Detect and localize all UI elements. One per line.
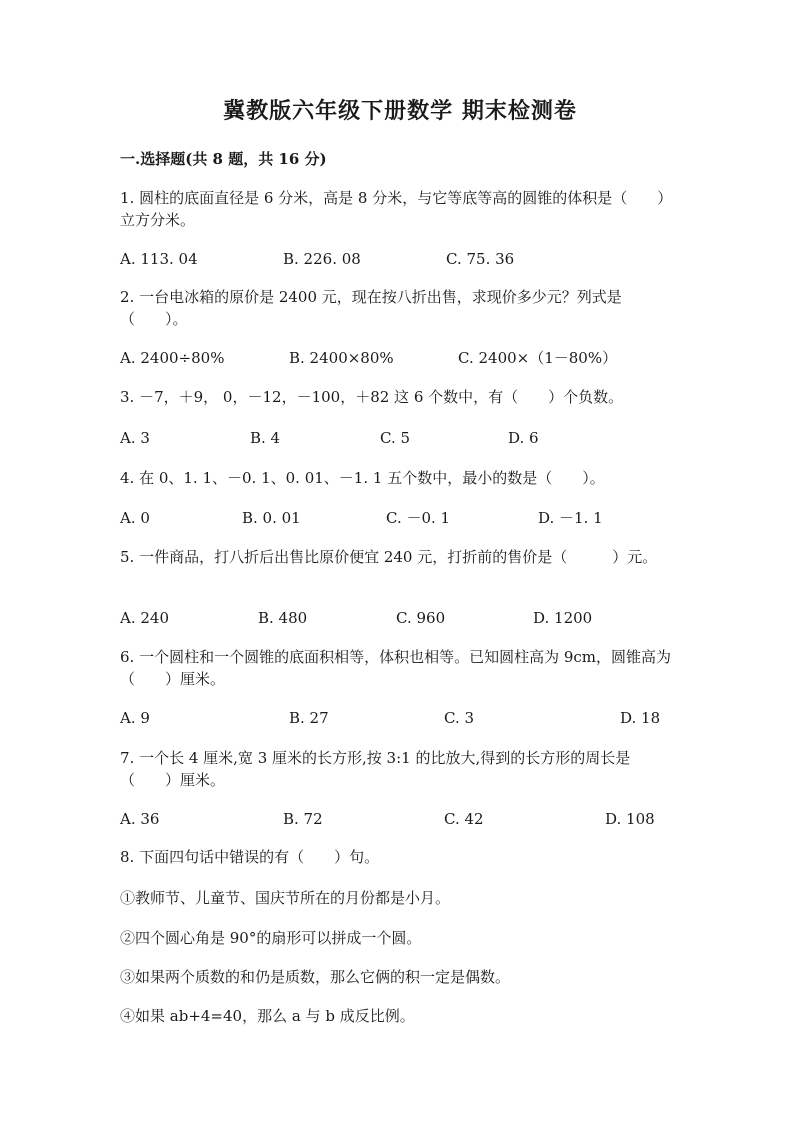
q6-option-c[interactable]: C. 3 (444, 709, 475, 727)
section-heading: 一.选择题(共 8 题，共 16 分) (120, 150, 327, 168)
q5-option-c[interactable]: C. 960 (396, 609, 446, 627)
q6-option-d[interactable]: D. 18 (620, 709, 661, 727)
question-2: 2. 一台电冰箱的原价是 2400 元，现在按八折出售，求现价多少元？列式是（ ）。 (120, 288, 622, 328)
q3-option-b[interactable]: B. 4 (250, 429, 281, 447)
q2-option-a[interactable]: A. 2400÷80% (120, 349, 225, 367)
question-3: 3. －7，＋9， 0，－12，－100，＋82 这 6 个数中，有（ ）个负数。 (120, 388, 624, 406)
q5-option-a[interactable]: A. 240 (120, 609, 169, 627)
q8-statement-4: ④如果 ab+4=40，那么 a 与 b 成反比例。 (120, 1007, 415, 1025)
q7-option-a[interactable]: A. 36 (120, 810, 160, 828)
q2-option-c[interactable]: C. 2400×（1－80%） (458, 349, 618, 367)
q5-option-b[interactable]: B. 480 (258, 609, 308, 627)
q5-option-d[interactable]: D. 1200 (533, 609, 593, 627)
question-5: 5. 一件商品，打八折后出售比原价便宜 240 元，打折前的售价是（ ）元。 (120, 548, 658, 566)
q8-statement-3: ③如果两个质数的和仍是质数，那么它俩的积一定是偶数。 (120, 968, 511, 986)
q4-option-b[interactable]: B. 0. 01 (242, 509, 301, 527)
q6-option-b[interactable]: B. 27 (289, 709, 329, 727)
q4-option-c[interactable]: C. －0. 1 (386, 509, 451, 527)
q3-option-a[interactable]: A. 3 (120, 429, 150, 447)
question-7: 7. 一个长 4 厘米,宽 3 厘米的长方形,按 3:1 的比放大,得到的长方形的周长是（ ）厘米。 (120, 749, 631, 789)
question-8: 8. 下面四句话中错误的有（ ）句。 (120, 848, 380, 866)
question-1: 1. 圆柱的底面直径是 6 分米，高是 8 分米，与它等底等高的圆锥的体积是（ ）立方分米。 (120, 189, 673, 229)
q1-option-a[interactable]: A. 113. 04 (120, 250, 198, 268)
q7-option-d[interactable]: D. 108 (605, 810, 655, 828)
q2-option-b[interactable]: B. 2400×80% (289, 349, 394, 367)
q7-option-b[interactable]: B. 72 (283, 810, 323, 828)
q6-option-a[interactable]: A. 9 (120, 709, 150, 727)
question-6: 6. 一个圆柱和一个圆锥的底面积相等，体积也相等。已知圆柱高为 9cm，圆锥高为（ ）厘米。 (120, 648, 672, 688)
q1-option-b[interactable]: B. 226. 08 (283, 250, 361, 268)
q3-option-c[interactable]: C. 5 (380, 429, 411, 447)
q4-option-d[interactable]: D. －1. 1 (538, 509, 603, 527)
q7-option-c[interactable]: C. 42 (444, 810, 484, 828)
page-title: 冀教版六年级下册数学 期末检测卷 (223, 98, 577, 124)
q4-option-a[interactable]: A. 0 (120, 509, 150, 527)
q8-statement-1: ①教师节、儿童节、国庆节所在的月份都是小月。 (120, 889, 451, 907)
q1-option-c[interactable]: C. 75. 36 (446, 250, 515, 268)
q8-statement-2: ②四个圆心角是 90°的扇形可以拼成一个圆。 (120, 929, 422, 947)
q3-option-d[interactable]: D. 6 (508, 429, 539, 447)
question-4: 4. 在 0、1. 1、－0. 1、0. 01、－1. 1 五个数中，最小的数是（ ）。 (120, 469, 605, 487)
